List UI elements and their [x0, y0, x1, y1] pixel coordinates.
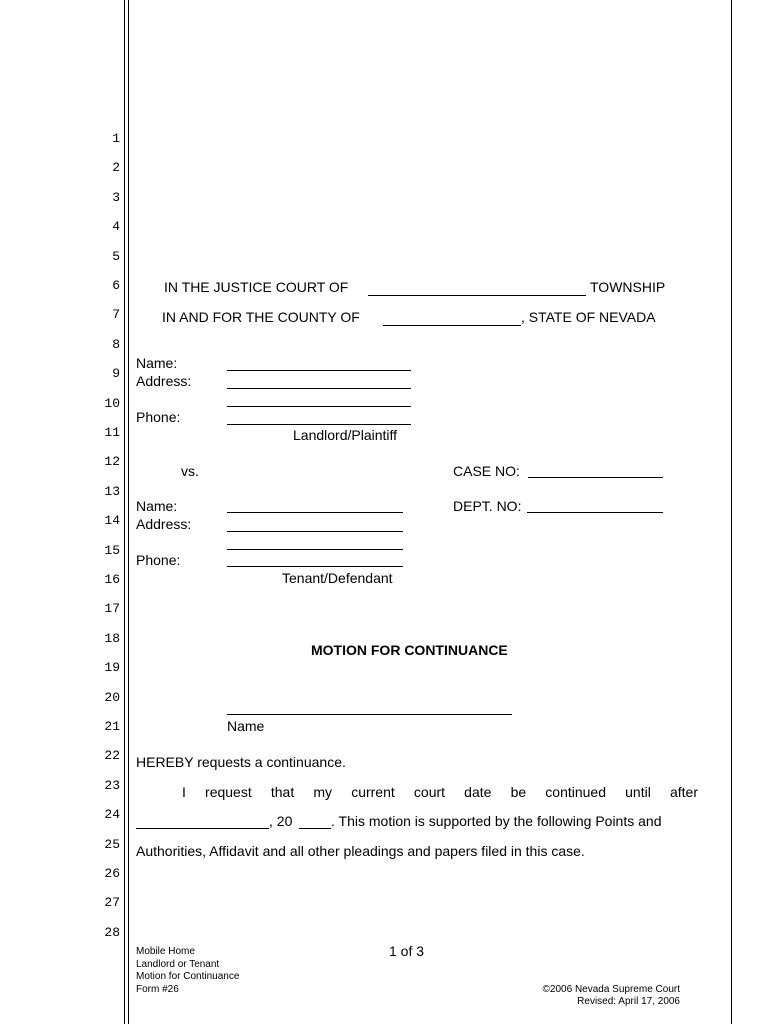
line-number: 17	[104, 601, 120, 617]
copyright: ©2006 Nevada Supreme Court	[542, 984, 680, 995]
request-word: court	[413, 784, 446, 800]
plaintiff-address-label: Address:	[136, 373, 192, 389]
dept-no-blank[interactable]	[527, 512, 663, 513]
movant-name-label: Name	[227, 718, 265, 734]
line-number: 4	[112, 219, 120, 235]
request-word: request	[205, 784, 252, 800]
line-number: 21	[104, 719, 120, 734]
request-word: that	[270, 784, 295, 800]
line-number: 23	[104, 777, 120, 793]
form-info	[136, 946, 239, 996]
line-number: 25	[104, 836, 120, 852]
authorities-line: Authorities, Affidavit and all other pleadings and papers filed in this case.	[136, 843, 585, 859]
continuance-date-blank[interactable]	[136, 828, 269, 829]
defendant-address-label: Address:	[136, 516, 192, 532]
defendant-name-blank[interactable]	[227, 512, 403, 513]
line-number: 12	[104, 454, 120, 470]
request-word: until	[625, 784, 651, 800]
county-blank[interactable]	[383, 325, 521, 326]
request-word: after	[669, 784, 698, 800]
request-word: current	[351, 784, 395, 800]
line-number: 18	[104, 630, 120, 646]
county-line-suffix: , STATE OF NEVADA	[521, 309, 656, 325]
request-line	[182, 783, 698, 801]
dept-no-label: DEPT. NO:	[453, 498, 522, 514]
line-number: 15	[104, 542, 120, 558]
line-number: 14	[104, 513, 120, 529]
request-word: I	[182, 784, 186, 800]
plaintiff-role: Landlord/Plaintiff	[293, 427, 398, 443]
line-number: 7	[112, 307, 120, 323]
form-info-line: Form #26	[136, 983, 179, 995]
year-blank[interactable]	[299, 828, 331, 829]
request-word: continued	[545, 784, 606, 800]
form-info-line: Mobile Home	[136, 946, 195, 957]
request-word: be	[510, 784, 527, 800]
court-line-prefix: IN THE JUSTICE COURT OF	[164, 279, 349, 295]
line-number: 13	[104, 483, 120, 499]
left-margin-rule	[124, 0, 125, 1024]
form-info-line: Motion for Continuance	[136, 971, 240, 982]
line-number: 2	[112, 160, 120, 176]
defendant-address-blank-2[interactable]	[227, 549, 403, 550]
case-no-blank[interactable]	[528, 477, 663, 478]
line-number: 10	[104, 395, 120, 411]
left-margin-rule-inner	[128, 0, 129, 1024]
right-margin-rule	[731, 0, 732, 1024]
line-number: 26	[104, 866, 120, 881]
movant-name-blank[interactable]	[227, 714, 512, 715]
defendant-name-label: Name:	[136, 498, 178, 514]
defendant-role: Tenant/Defendant	[282, 570, 393, 586]
county-line-prefix: IN AND FOR THE COUNTY OF	[162, 309, 360, 325]
line-number: 24	[104, 807, 120, 823]
plaintiff-name-blank[interactable]	[227, 370, 411, 371]
line-number: 6	[112, 278, 120, 293]
plaintiff-address-blank-1[interactable]	[227, 388, 411, 389]
defendant-address-blank-1[interactable]	[227, 531, 403, 532]
township-blank[interactable]	[368, 295, 586, 296]
line-number: 16	[104, 572, 120, 587]
line-number: 28	[104, 924, 120, 940]
revised-date: Revised: April 17, 2006	[577, 996, 680, 1007]
document-title: MOTION FOR CONTINUANCE	[311, 642, 508, 658]
line-number: 20	[104, 689, 120, 705]
line-number: 11	[104, 425, 120, 440]
line-number: 5	[112, 248, 120, 264]
defendant-phone-label: Phone:	[136, 552, 181, 568]
line-number: 27	[104, 895, 120, 911]
request-word: my	[313, 784, 333, 800]
case-no-label: CASE NO:	[453, 463, 520, 479]
plaintiff-address-blank-2[interactable]	[227, 406, 411, 407]
plaintiff-name-label: Name:	[136, 355, 178, 371]
court-line-suffix: TOWNSHIP	[590, 279, 666, 295]
line-number: 22	[104, 748, 120, 764]
line-number: 1	[112, 131, 120, 146]
hereby-line: HEREBY requests a continuance.	[136, 754, 346, 770]
support-line: . This motion is supported by the following Points and	[331, 813, 662, 829]
page-number: 1 of 3	[389, 943, 425, 959]
form-info-line: Landlord or Tenant	[136, 958, 220, 970]
versus-label: vs.	[181, 463, 199, 479]
request-word: date	[464, 784, 492, 800]
plaintiff-phone-label: Phone:	[136, 409, 181, 425]
year-prefix: , 20	[269, 813, 293, 829]
line-number: 9	[112, 366, 120, 382]
line-number: 8	[112, 336, 120, 352]
line-number: 19	[104, 660, 120, 676]
plaintiff-phone-blank[interactable]	[227, 424, 411, 425]
defendant-phone-blank[interactable]	[227, 566, 403, 567]
line-number: 3	[112, 189, 120, 205]
